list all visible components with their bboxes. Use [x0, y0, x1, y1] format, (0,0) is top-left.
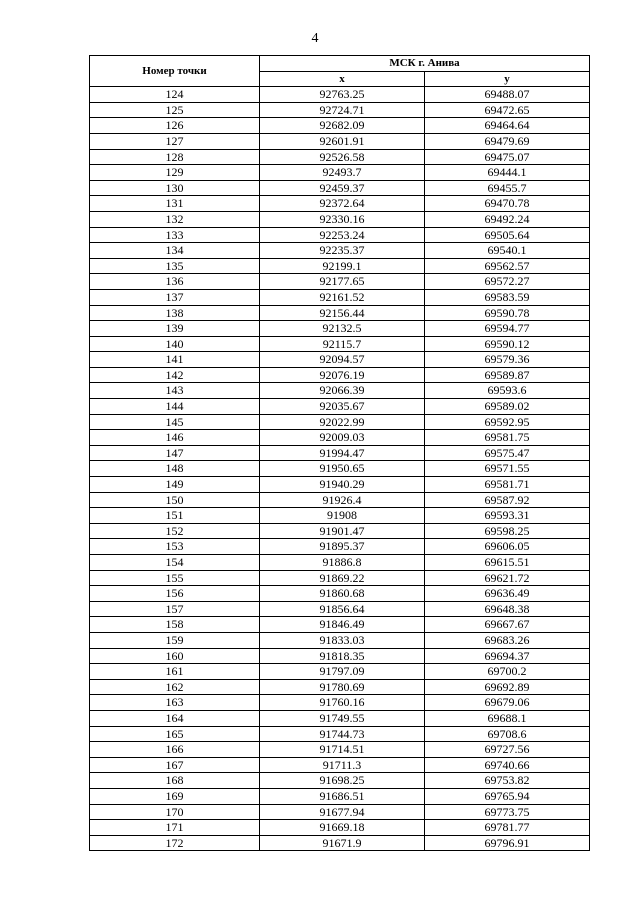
cell-x: 92253.24 — [260, 227, 425, 243]
cell-x: 92235.37 — [260, 243, 425, 259]
cell-point-number: 155 — [90, 570, 260, 586]
table-row — [90, 539, 590, 555]
cell-x: 92076.19 — [260, 367, 425, 383]
table-row — [90, 118, 590, 134]
cell-x: 92066.39 — [260, 383, 425, 399]
cell-x: 92094.57 — [260, 352, 425, 368]
cell-point-number: 171 — [90, 820, 260, 836]
cell-point-number: 136 — [90, 274, 260, 290]
table-row — [90, 289, 590, 305]
cell-y: 69796.91 — [425, 835, 590, 851]
cell-y: 69700.2 — [425, 664, 590, 680]
table-row — [90, 305, 590, 321]
cell-y: 69589.87 — [425, 367, 590, 383]
table-row — [90, 336, 590, 352]
cell-y: 69475.07 — [425, 149, 590, 165]
table-row — [90, 555, 590, 571]
cell-y: 69444.1 — [425, 165, 590, 181]
cell-x: 92199.1 — [260, 258, 425, 274]
cell-x: 91950.65 — [260, 461, 425, 477]
cell-y: 69679.06 — [425, 695, 590, 711]
table-row — [90, 742, 590, 758]
cell-point-number: 170 — [90, 804, 260, 820]
cell-x: 92724.71 — [260, 102, 425, 118]
cell-y: 69594.77 — [425, 321, 590, 337]
table-row — [90, 679, 590, 695]
cell-y: 69781.77 — [425, 820, 590, 836]
cell-point-number: 161 — [90, 664, 260, 680]
cell-x: 91833.03 — [260, 632, 425, 648]
cell-point-number: 148 — [90, 461, 260, 477]
table-row — [90, 788, 590, 804]
cell-y: 69636.49 — [425, 586, 590, 602]
cell-x: 92161.52 — [260, 289, 425, 305]
table-row — [90, 601, 590, 617]
table-row — [90, 87, 590, 103]
cell-y: 69765.94 — [425, 788, 590, 804]
cell-y: 69470.78 — [425, 196, 590, 212]
cell-x: 91677.94 — [260, 804, 425, 820]
cell-point-number: 172 — [90, 835, 260, 851]
table-row — [90, 508, 590, 524]
cell-point-number: 133 — [90, 227, 260, 243]
cell-x: 92022.99 — [260, 414, 425, 430]
table-row — [90, 180, 590, 196]
cell-y: 69479.69 — [425, 133, 590, 149]
cell-x: 91797.09 — [260, 664, 425, 680]
table-row — [90, 227, 590, 243]
cell-point-number: 127 — [90, 133, 260, 149]
header-x: x — [260, 71, 425, 87]
cell-point-number: 132 — [90, 211, 260, 227]
cell-point-number: 125 — [90, 102, 260, 118]
cell-point-number: 160 — [90, 648, 260, 664]
cell-x: 92493.7 — [260, 165, 425, 181]
cell-point-number: 137 — [90, 289, 260, 305]
header-coordinate-system: МСК г. Анива — [260, 56, 590, 72]
cell-y: 69505.64 — [425, 227, 590, 243]
cell-y: 69606.05 — [425, 539, 590, 555]
table-row — [90, 835, 590, 851]
cell-y: 69571.55 — [425, 461, 590, 477]
cell-y: 69667.67 — [425, 617, 590, 633]
cell-point-number: 143 — [90, 383, 260, 399]
cell-y: 69727.56 — [425, 742, 590, 758]
cell-x: 92763.25 — [260, 87, 425, 103]
table-row — [90, 570, 590, 586]
table-row — [90, 211, 590, 227]
cell-x: 91760.16 — [260, 695, 425, 711]
cell-y: 69740.66 — [425, 757, 590, 773]
table-row — [90, 243, 590, 259]
cell-x: 91744.73 — [260, 726, 425, 742]
cell-y: 69581.75 — [425, 430, 590, 446]
cell-y: 69753.82 — [425, 773, 590, 789]
cell-y: 69562.57 — [425, 258, 590, 274]
cell-point-number: 163 — [90, 695, 260, 711]
cell-point-number: 151 — [90, 508, 260, 524]
cell-point-number: 131 — [90, 196, 260, 212]
cell-x: 91686.51 — [260, 788, 425, 804]
table-row — [90, 820, 590, 836]
cell-x: 91895.37 — [260, 539, 425, 555]
cell-point-number: 166 — [90, 742, 260, 758]
cell-y: 69683.26 — [425, 632, 590, 648]
cell-point-number: 154 — [90, 555, 260, 571]
cell-point-number: 153 — [90, 539, 260, 555]
cell-x: 92330.16 — [260, 211, 425, 227]
table-row — [90, 165, 590, 181]
cell-y: 69579.36 — [425, 352, 590, 368]
table-row — [90, 414, 590, 430]
table-body — [90, 87, 590, 851]
cell-y: 69488.07 — [425, 87, 590, 103]
cell-point-number: 156 — [90, 586, 260, 602]
cell-x: 92132.5 — [260, 321, 425, 337]
cell-x: 92601.91 — [260, 133, 425, 149]
cell-x: 91901.47 — [260, 523, 425, 539]
table-row — [90, 258, 590, 274]
table-row — [90, 477, 590, 493]
cell-x: 92115.7 — [260, 336, 425, 352]
cell-y: 69572.27 — [425, 274, 590, 290]
cell-y: 69540.1 — [425, 243, 590, 259]
table-row — [90, 757, 590, 773]
cell-point-number: 129 — [90, 165, 260, 181]
cell-point-number: 152 — [90, 523, 260, 539]
table-row — [90, 196, 590, 212]
cell-x: 92682.09 — [260, 118, 425, 134]
cell-x: 91856.64 — [260, 601, 425, 617]
table-row — [90, 773, 590, 789]
cell-point-number: 147 — [90, 445, 260, 461]
table-row — [90, 399, 590, 415]
cell-x: 91711.3 — [260, 757, 425, 773]
cell-x: 91869.22 — [260, 570, 425, 586]
cell-y: 69598.25 — [425, 523, 590, 539]
cell-y: 69472.65 — [425, 102, 590, 118]
cell-y: 69621.72 — [425, 570, 590, 586]
cell-point-number: 146 — [90, 430, 260, 446]
table-row — [90, 586, 590, 602]
page-number: 4 — [311, 31, 319, 46]
cell-point-number: 141 — [90, 352, 260, 368]
cell-x: 92459.37 — [260, 180, 425, 196]
cell-y: 69575.47 — [425, 445, 590, 461]
cell-point-number: 139 — [90, 321, 260, 337]
table-row — [90, 352, 590, 368]
table-row — [90, 149, 590, 165]
cell-point-number: 142 — [90, 367, 260, 383]
cell-y: 69583.59 — [425, 289, 590, 305]
cell-x: 91940.29 — [260, 477, 425, 493]
cell-x: 92035.67 — [260, 399, 425, 415]
coordinates-table — [89, 55, 590, 851]
cell-x: 91818.35 — [260, 648, 425, 664]
cell-y: 69593.6 — [425, 383, 590, 399]
table-row — [90, 664, 590, 680]
table-row — [90, 648, 590, 664]
table-row — [90, 430, 590, 446]
cell-x: 91698.25 — [260, 773, 425, 789]
cell-x: 92009.03 — [260, 430, 425, 446]
table-header-row — [90, 56, 590, 72]
cell-x: 91669.18 — [260, 820, 425, 836]
cell-x: 91994.47 — [260, 445, 425, 461]
cell-y: 69581.71 — [425, 477, 590, 493]
cell-x: 91908 — [260, 508, 425, 524]
cell-point-number: 140 — [90, 336, 260, 352]
table-row — [90, 445, 590, 461]
cell-y: 69492.24 — [425, 211, 590, 227]
cell-point-number: 169 — [90, 788, 260, 804]
cell-x: 91886.8 — [260, 555, 425, 571]
cell-point-number: 144 — [90, 399, 260, 415]
cell-point-number: 168 — [90, 773, 260, 789]
cell-y: 69773.75 — [425, 804, 590, 820]
cell-point-number: 158 — [90, 617, 260, 633]
cell-point-number: 149 — [90, 477, 260, 493]
cell-y: 69592.95 — [425, 414, 590, 430]
cell-x: 91714.51 — [260, 742, 425, 758]
header-point-number: Номер точки — [90, 56, 260, 87]
table-row — [90, 102, 590, 118]
cell-point-number: 164 — [90, 710, 260, 726]
cell-y: 69464.64 — [425, 118, 590, 134]
cell-x: 91749.55 — [260, 710, 425, 726]
table-row — [90, 804, 590, 820]
cell-point-number: 150 — [90, 492, 260, 508]
table-row — [90, 321, 590, 337]
cell-point-number: 145 — [90, 414, 260, 430]
table-row — [90, 461, 590, 477]
cell-point-number: 167 — [90, 757, 260, 773]
cell-y: 69589.02 — [425, 399, 590, 415]
cell-x: 92156.44 — [260, 305, 425, 321]
table-row — [90, 710, 590, 726]
cell-y: 69455.7 — [425, 180, 590, 196]
cell-x: 91671.9 — [260, 835, 425, 851]
cell-y: 69688.1 — [425, 710, 590, 726]
table-row — [90, 726, 590, 742]
cell-y: 69615.51 — [425, 555, 590, 571]
cell-x: 91846.49 — [260, 617, 425, 633]
table-row — [90, 632, 590, 648]
cell-y: 69587.92 — [425, 492, 590, 508]
table-row — [90, 367, 590, 383]
cell-x: 91926.4 — [260, 492, 425, 508]
cell-point-number: 162 — [90, 679, 260, 695]
cell-x: 92372.64 — [260, 196, 425, 212]
cell-x: 92526.58 — [260, 149, 425, 165]
cell-point-number: 159 — [90, 632, 260, 648]
cell-y: 69708.6 — [425, 726, 590, 742]
table-row — [90, 492, 590, 508]
cell-y: 69692.89 — [425, 679, 590, 695]
cell-x: 91780.69 — [260, 679, 425, 695]
cell-y: 69648.38 — [425, 601, 590, 617]
table-row — [90, 617, 590, 633]
cell-point-number: 128 — [90, 149, 260, 165]
cell-y: 69590.12 — [425, 336, 590, 352]
cell-point-number: 135 — [90, 258, 260, 274]
cell-y: 69593.31 — [425, 508, 590, 524]
table-row — [90, 523, 590, 539]
table-row — [90, 133, 590, 149]
cell-y: 69694.37 — [425, 648, 590, 664]
table-row — [90, 695, 590, 711]
cell-point-number: 130 — [90, 180, 260, 196]
cell-x: 92177.65 — [260, 274, 425, 290]
cell-point-number: 157 — [90, 601, 260, 617]
cell-point-number: 165 — [90, 726, 260, 742]
cell-point-number: 124 — [90, 87, 260, 103]
table-row — [90, 383, 590, 399]
cell-x: 91860.68 — [260, 586, 425, 602]
table-row — [90, 274, 590, 290]
cell-point-number: 134 — [90, 243, 260, 259]
cell-point-number: 138 — [90, 305, 260, 321]
cell-y: 69590.78 — [425, 305, 590, 321]
cell-point-number: 126 — [90, 118, 260, 134]
header-y: y — [425, 71, 590, 87]
